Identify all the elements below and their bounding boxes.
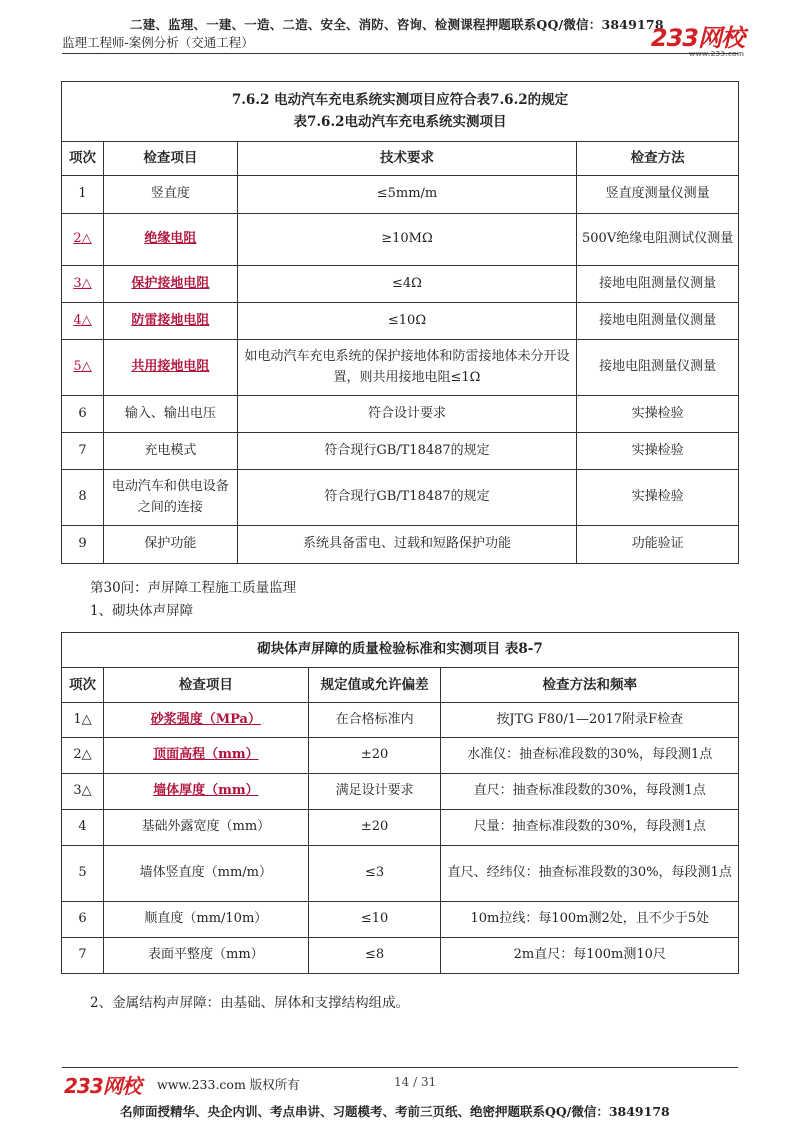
row-req: 符合现行GB/T18487的规定 [237,470,576,526]
header-divider [62,53,738,54]
subsection-1-heading: 1、砌块体声屏障 [90,603,194,619]
table-row [62,214,739,266]
row-item: 墙体厚度（mm） [103,774,308,810]
row-item: 保护接地电阻 [103,266,237,303]
row-item: 防雷接地电阻 [103,303,237,340]
table1-header-row [62,142,739,176]
row-item: 基础外露宽度（mm） [103,810,308,846]
footer-logo: 233网校 [64,1074,141,1098]
row-spec: ≤10 [308,902,441,938]
table-row [62,774,739,810]
row-item: 表面平整度（mm） [103,938,308,974]
row-method: 10m拉线：每100m测2处，且不少于5处 [441,902,739,938]
header-contact-line: 二建、监理、一建、一造、二造、安全、消防、咨询、检测课程押题联系QQ/微信：3849178 [130,17,664,32]
brand-logo [651,18,744,58]
row-method: 接地电阻测量仪测量 [577,266,739,303]
table-row [62,396,739,433]
document-subtitle: 监理工程师-案例分析（交通工程） [62,35,254,50]
table-row [62,526,739,564]
table1-title-line2: 表7.6.2电动汽车充电系统实测项目 [293,113,507,130]
footer-copyright: www.233.com 版权所有 [157,1077,300,1092]
row-no: 5 [62,846,104,902]
row-method: 2m直尺：每100m测10尺 [441,938,739,974]
row-item: 顺直度（mm/10m） [103,902,308,938]
row-spec: 在合格标准内 [308,703,441,738]
table2-col-spec: 规定值或允许偏差 [308,668,441,703]
row-method: 竖直度测量仪测量 [577,176,739,214]
page-number: 14 / 31 [394,1075,437,1089]
row-method: 按JTG F80/1—2017附录F检查 [441,703,739,738]
row-no: 3△ [62,266,104,303]
row-req: 符合现行GB/T18487的规定 [237,433,576,470]
table-row [62,938,739,974]
table2-col-no: 项次 [62,668,104,703]
row-no: 2△ [62,214,104,266]
row-method: 功能验证 [577,526,739,564]
row-method: 实操检验 [577,433,739,470]
row-method: 接地电阻测量仪测量 [577,303,739,340]
table2-col-item: 检查项目 [103,668,308,703]
table1-title [62,82,739,142]
row-method: 500V绝缘电阻测试仪测量 [577,214,739,266]
row-no: 1△ [62,703,104,738]
row-no: 7 [62,433,104,470]
row-spec: ≤3 [308,846,441,902]
table-row [62,176,739,214]
table-row [62,738,739,774]
row-method: 尺量：抽查标准段数的30%，每段测1点 [441,810,739,846]
footer-contact-line: 名师面授精华、央企内训、考点串讲、习题模考、考前三页纸、绝密押题联系QQ/微信：3849178 [120,1104,670,1119]
row-method: 实操检验 [577,396,739,433]
row-spec: ≤8 [308,938,441,974]
table1-col-item: 检查项目 [103,142,237,176]
table1-col-no: 项次 [62,142,104,176]
table-row [62,266,739,303]
table-row [62,433,739,470]
table-row [62,303,739,340]
table1-title-line1: 7.6.2 电动汽车充电系统实测项目应符合表7.6.2的规定 [231,91,569,108]
row-no: 7 [62,938,104,974]
row-no: 4△ [62,303,104,340]
table1-col-req: 技术要求 [237,142,576,176]
row-no: 6 [62,396,104,433]
table2-header-row [62,668,739,703]
table-row [62,902,739,938]
row-req: ≤10Ω [237,303,576,340]
row-item: 电动汽车和供电设备之间的连接 [103,470,237,526]
brand-logo-url: www.233.com [688,50,744,58]
row-no: 3△ [62,774,104,810]
charging-system-table [61,81,739,564]
row-no: 4 [62,810,104,846]
row-req: 系统具备雷电、过载和短路保护功能 [237,526,576,564]
row-item: 充电模式 [103,433,237,470]
row-req: ≤4Ω [237,266,576,303]
row-req: ≥10MΩ [237,214,576,266]
footer-divider [62,1067,738,1068]
row-item: 共用接地电阻 [103,340,237,396]
row-req: 如电动汽车充电系统的保护接地体和防雷接地体未分开设置，则共用接地电阻≤1Ω [237,340,576,396]
row-spec: ±20 [308,810,441,846]
row-item: 绝缘电阻 [103,214,237,266]
brand-logo-text: 233网校 [650,24,744,52]
question-30-heading: 第30问：声屏障工程施工质量监理 [90,580,297,596]
row-method: 接地电阻测量仪测量 [577,340,739,396]
row-req: 符合设计要求 [237,396,576,433]
table-row [62,340,739,396]
table2-title: 砌块体声屏障的质量检验标准和实测项目 表8-7 [62,633,739,668]
sound-barrier-table [61,632,739,974]
row-item: 顶面高程（mm） [103,738,308,774]
table-row [62,846,739,902]
table1-col-method: 检查方法 [577,142,739,176]
row-no: 9 [62,526,104,564]
row-spec: ±20 [308,738,441,774]
row-item: 墙体竖直度（mm/m） [103,846,308,902]
row-method: 直尺、经纬仪：抽查标准段数的30%，每段测1点 [441,846,739,902]
row-item: 保护功能 [103,526,237,564]
row-no: 8 [62,470,104,526]
row-req: ≤5mm/m [237,176,576,214]
row-item: 砂浆强度（MPa） [103,703,308,738]
row-method: 实操检验 [577,470,739,526]
row-item: 竖直度 [103,176,237,214]
row-spec: 满足设计要求 [308,774,441,810]
row-no: 5△ [62,340,104,396]
row-method: 直尺：抽查标准段数的30%，每段测1点 [441,774,739,810]
subsection-2-heading: 2、金属结构声屏障：由基础、屏体和支撑结构组成。 [90,995,410,1011]
table-row [62,470,739,526]
row-item: 输入、输出电压 [103,396,237,433]
table-row [62,810,739,846]
table-row [62,703,739,738]
row-no: 2△ [62,738,104,774]
row-no: 1 [62,176,104,214]
row-no: 6 [62,902,104,938]
table2-col-method: 检查方法和频率 [441,668,739,703]
row-method: 水准仪：抽查标准段数的30%，每段测1点 [441,738,739,774]
